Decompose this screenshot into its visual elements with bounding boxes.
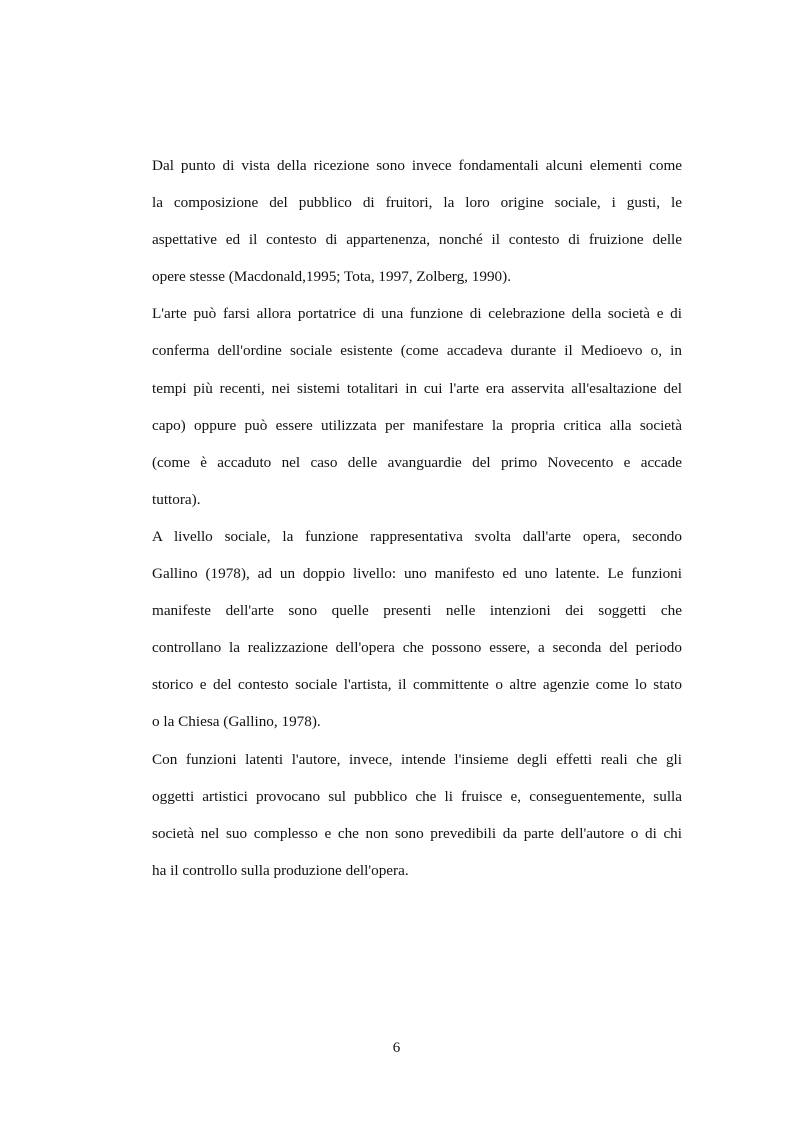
paragraph-latent-functions	[152, 741, 682, 889]
text-line: capo) oppure può essere utilizzata per manifestare la propria critica alla società	[152, 416, 682, 434]
text-line: manifeste dell'arte sono quelle presenti nelle intenzioni dei soggetti che	[152, 602, 682, 620]
text-line: o la Chiesa (Gallino, 1978).	[152, 713, 321, 731]
text-line: L'arte può farsi allora portatrice di una funzione di celebrazione della società e di	[152, 305, 682, 323]
text-line: conferma dell'ordine sociale esistente (come accadeva durante il Medioevo o, in	[152, 342, 682, 360]
text-line: Dal punto di vista della ricezione sono invece fondamentali alcuni elementi come	[152, 157, 682, 174]
paragraph-social-level	[152, 518, 682, 741]
text-line: Con funzioni latenti l'autore, invece, intende l'insieme degli effetti reali che gli	[152, 750, 682, 768]
body-text	[152, 147, 682, 889]
text-line: controllano la realizzazione dell'opera che possono essere, a seconda del periodo	[152, 639, 682, 657]
text-line: tuttora).	[152, 490, 201, 508]
text-line: società nel suo complesso e che non sono prevedibili da parte dell'autore o di chi	[152, 824, 682, 842]
page-number: 6	[392, 1040, 401, 1056]
text-line: ha il controllo sulla produzione dell'opera.	[152, 861, 409, 879]
text-line: (come è accaduto nel caso delle avanguardie del primo Novecento e accade	[152, 453, 682, 471]
text-line: tempi più recenti, nei sistemi totalitari in cui l'arte era asservita all'esaltazione del	[152, 379, 682, 397]
text-line: Gallino (1978), ad un doppio livello: uno manifesto ed uno latente. Le funzioni	[152, 565, 682, 583]
text-line: storico e del contesto sociale l'artista, il committente o altre agenzie come lo stato	[152, 676, 682, 694]
text-line: A livello sociale, la funzione rappresentativa svolta dall'arte opera, secondo	[152, 527, 682, 545]
text-line: la composizione del pubblico di fruitori, la loro origine sociale, i gusti, le	[152, 194, 682, 212]
text-line: opere stesse (Macdonald,1995; Tota, 1997, Zolberg, 1990).	[152, 268, 512, 286]
text-line: aspettative ed il contesto di appartenenza, nonché il contesto di fruizione delle	[152, 231, 682, 249]
paragraph-reception	[152, 147, 682, 295]
text-line: oggetti artistici provocano sul pubblico che li fruisce e, conseguentemente, sulla	[152, 787, 682, 805]
paragraph-celebration	[152, 295, 682, 518]
